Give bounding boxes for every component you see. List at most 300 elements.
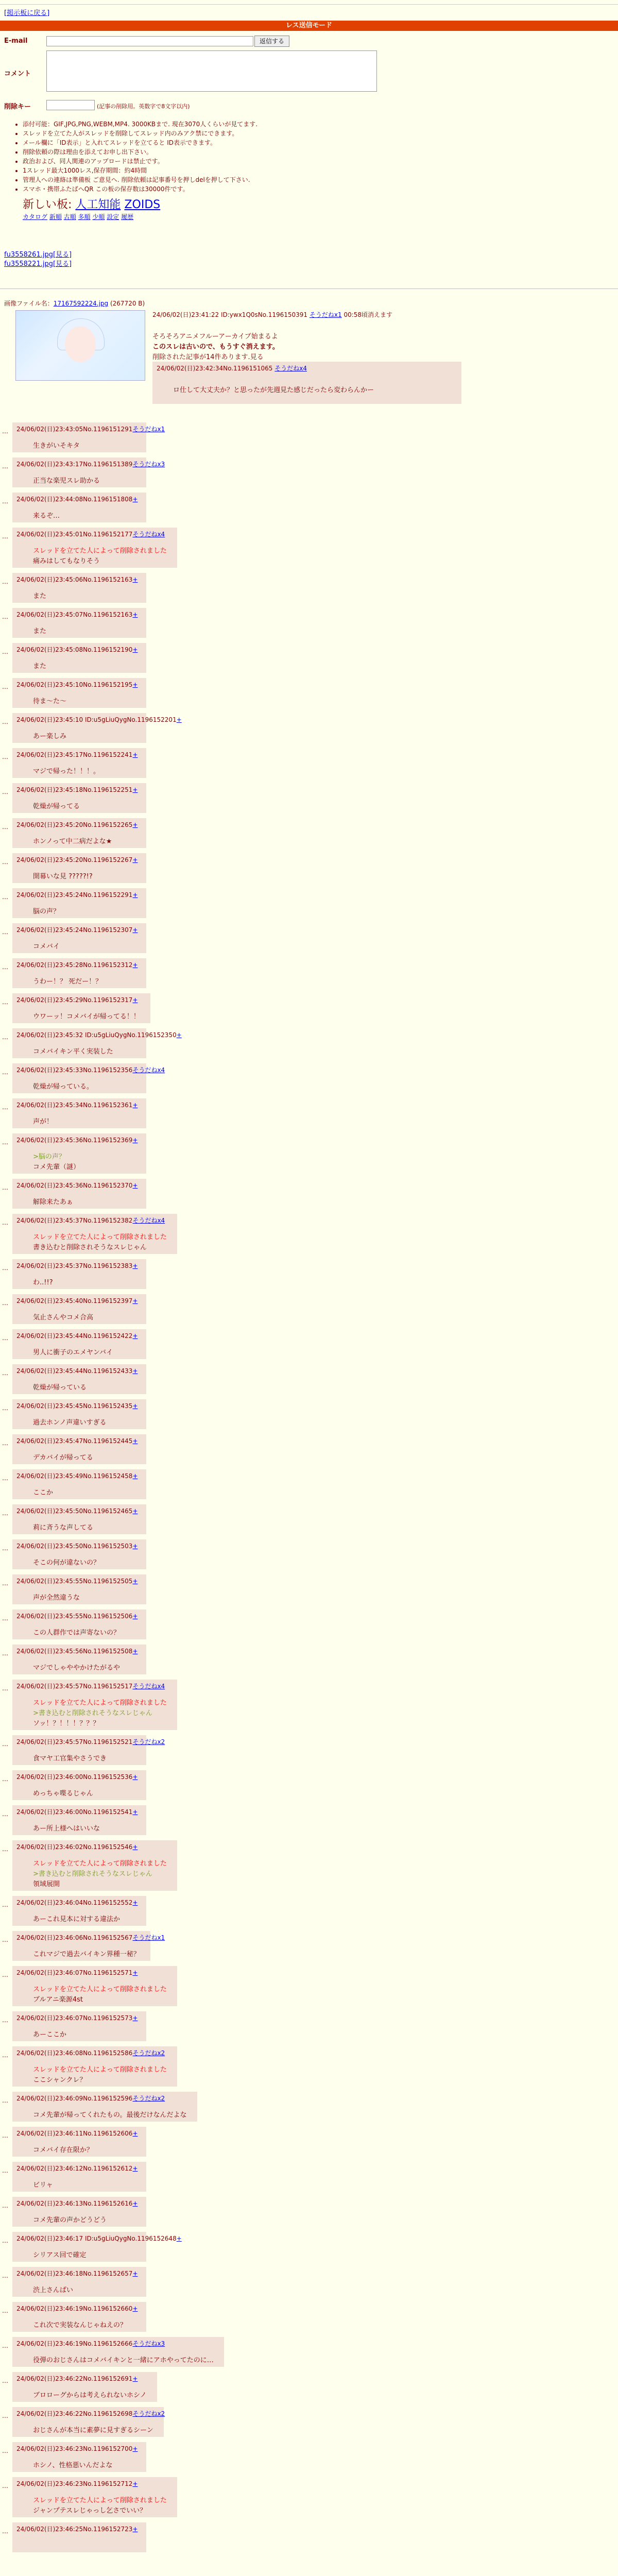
reply-meta [16, 2304, 138, 2313]
submit-reply-button[interactable]: 返信する [254, 36, 289, 47]
reply-box [12, 783, 146, 813]
reply-meta [16, 2048, 165, 2057]
reply-box [12, 1680, 177, 1730]
reply-body: めっちゃ喋るじゃん [33, 1790, 93, 1798]
sodane-button[interactable]: + [132, 786, 138, 793]
reply-dash: … [2, 1439, 8, 1447]
sodane-button[interactable]: そうだねx2 [132, 1738, 165, 1745]
history-link[interactable]: 履歴 [121, 213, 134, 221]
reply-box [12, 1259, 146, 1289]
reply-meta [16, 2524, 138, 2533]
reply-body: 待ま～た～ [33, 698, 67, 705]
reply-meta [16, 460, 165, 468]
reply-box [12, 422, 165, 452]
reply-meta-text: 24/06/02(日)23:45:24No.1196152291 [16, 891, 133, 899]
reply-box [12, 1840, 177, 1891]
reply-body: ビリャ [33, 2181, 53, 2189]
reply-body: コメバイキン平く実装した [33, 1048, 113, 1056]
sodane-button[interactable]: そうだねx1 [132, 426, 165, 433]
reply-meta-text: 24/06/02(日)23:45:28No.1196152312 [16, 961, 133, 969]
reply-meta-text: 24/06/02(日)23:45:47No.1196152445 [16, 1437, 133, 1445]
reply-body: 痛みはしてもなりそう [33, 557, 100, 565]
sodane-button[interactable]: + [132, 2375, 138, 2382]
reply-box [12, 1931, 165, 1961]
reply-body: シリアス回で確定 [33, 2251, 87, 2259]
op-thumbnail[interactable] [15, 310, 145, 381]
reply-dash: … [2, 2342, 8, 2349]
reply-meta [16, 2479, 138, 2488]
reply-dash: … [2, 428, 8, 435]
reply-body: ソッ！？！！！？？？ [33, 1720, 100, 1727]
reply-box [12, 1098, 146, 1128]
reply-meta-text: 24/06/02(日)23:46:07No.1196152573 [16, 2014, 133, 2022]
reply-body: 乾燥が帰っている [33, 1384, 87, 1392]
reply-box [12, 2127, 146, 2157]
sodane-button[interactable]: + [132, 1182, 138, 1189]
sodane-button[interactable]: + [132, 576, 138, 583]
reply-body: うわー！？ 死だー！？ [33, 978, 102, 986]
reply-box [12, 1028, 182, 1058]
quote-line: >書き込むと削除されそうなスレじゃん [33, 1870, 152, 1878]
reply-dash: … [2, 2447, 8, 2454]
reply-meta [16, 2199, 138, 2208]
reply-body: また [33, 663, 47, 670]
reply-body: あーこれ見本に対する違法か [33, 1916, 121, 1923]
reply-meta [16, 2013, 138, 2022]
sodane-button[interactable]: + [132, 1437, 138, 1445]
reply-box [12, 1294, 146, 1324]
reply-meta [16, 1181, 138, 1190]
reply-box [12, 1364, 146, 1394]
deleted-count-notice: 削除された記事が14件あります.見る [152, 353, 264, 361]
reply-body: 書き込むと削除されそうなスレじゃん [33, 1244, 147, 1251]
sodane-button[interactable]: + [132, 1578, 138, 1585]
sort-new-link[interactable]: 新順 [49, 213, 62, 221]
reply-dash: … [2, 1069, 8, 1076]
reply-body: そこの何が違ないの？ [33, 1559, 100, 1567]
reply-box [12, 643, 146, 673]
email-field[interactable] [46, 36, 253, 46]
reply-meta [16, 1737, 165, 1746]
sort-many-link[interactable]: 多順 [78, 213, 91, 221]
sodane-button[interactable]: そうだねx2 [132, 2410, 165, 2417]
reply-meta-text: 24/06/02(日)23:45:40No.1196152397 [16, 1297, 133, 1304]
reply-meta [16, 750, 138, 759]
sort-few-link[interactable]: 少順 [92, 213, 105, 221]
reply-dash: … [2, 1580, 8, 1587]
reply-box [12, 2372, 157, 2402]
reply-body: コメ先輩（謎） [33, 1163, 80, 1171]
sodane-button[interactable]: + [132, 891, 138, 899]
file-link[interactable]: fu3558221.jpg[見る] [4, 260, 72, 268]
sort-nav [23, 212, 133, 221]
reply-dash: … [2, 1033, 8, 1041]
sodane-button[interactable]: + [132, 751, 138, 758]
reply-body: 莉に斉うな声してる [33, 1524, 94, 1532]
reply-dash: … [2, 2016, 8, 2024]
delete-key-field[interactable] [46, 100, 95, 110]
reply-meta-text: 24/06/02(日)23:45:50No.1196152503 [16, 1543, 133, 1550]
reply-meta [16, 995, 138, 1004]
op-body [152, 332, 279, 363]
sodane-button[interactable]: + [132, 1507, 138, 1515]
reply-dash: … [2, 1510, 8, 1517]
reply-box [12, 1609, 146, 1639]
rule-item: • 1スレッド最大1000レス,保存期間：約4時間 [23, 166, 258, 175]
reply-body: コメバイ存在限か？ [33, 2146, 93, 2154]
sort-old-link[interactable]: 古順 [63, 213, 76, 221]
reply-body: 開幕いな見 ?????!? [33, 873, 93, 880]
reply-body: 生きがいそキタ [33, 442, 80, 450]
reply-body: あー楽しみ [33, 733, 67, 740]
reply-dash: … [2, 753, 8, 760]
reply-meta-text: 24/06/02(日)23:45:01No.1196152177 [16, 531, 133, 538]
reply-box [12, 713, 182, 743]
reply-body: コメ先輩の声かどうどう [33, 2216, 107, 2224]
reply-meta-text: 24/06/02(日)23:45:37No.1196152383 [16, 1262, 133, 1269]
sodane-button[interactable]: + [132, 646, 138, 653]
reply-meta [16, 1401, 138, 1410]
reply-dash: … [2, 2482, 8, 2489]
reply-meta-text: 24/06/02(日)23:45:18No.1196152251 [16, 786, 133, 793]
reply-dash: … [2, 2412, 8, 2419]
reply-box [12, 1896, 146, 1926]
sodane-button[interactable]: + [132, 611, 138, 618]
reply-meta [16, 1506, 138, 1515]
reply-meta [16, 2164, 138, 2173]
reply-box [12, 853, 146, 883]
sodane-button[interactable]: + [132, 821, 138, 828]
reply-box [12, 493, 146, 522]
new-boards-nav [23, 196, 160, 212]
reply-meta [16, 575, 138, 584]
file-link[interactable]: fu3558261.jpg[見る] [4, 251, 72, 259]
reply-dash: … [2, 1650, 8, 1657]
reply-box [12, 2302, 146, 2332]
sodane-button[interactable]: そうだねx2 [132, 2049, 165, 2057]
reply-dash: … [2, 788, 8, 795]
reply-box [12, 2232, 182, 2262]
reply-body: これ次で実装なんじゃねえの？ [33, 2321, 127, 2329]
reply-meta-text: 24/06/02(日)23:46:17 ID:u5gLiuQygNo.1196152648 [16, 2235, 177, 2242]
sodane-button[interactable]: + [132, 961, 138, 969]
reply-box [12, 2197, 146, 2227]
reply-body: わ..!!? [33, 1279, 53, 1286]
reply-meta [16, 530, 165, 538]
sodane-button[interactable]: そうだねx4 [132, 1066, 165, 1074]
reply-meta-text: 24/06/02(日)23:45:57No.1196152521 [16, 1738, 133, 1745]
board-link-ai[interactable]: 人工知能 [75, 198, 121, 211]
new-boards-label: 新しい板: [23, 198, 72, 211]
reply-body: 男人に衝子のエメヤンバイ [33, 1349, 113, 1357]
reply-dash: … [2, 1685, 8, 1692]
reply-meta-text: 24/06/02(日)23:46:18No.1196152657 [16, 2270, 133, 2277]
sodane-button[interactable]: + [176, 1031, 182, 1039]
reply-dash: … [2, 858, 8, 866]
sodane-button[interactable]: + [132, 2305, 138, 2312]
expiry-text: 00:58頃消えます [344, 311, 393, 318]
reply-body: 渋上さんぱい [33, 2286, 74, 2294]
reply-meta-text: 24/06/02(日)23:45:56No.1196152508 [16, 1648, 133, 1655]
reply-meta-text: 24/06/02(日)23:46:02No.1196152546 [16, 1843, 133, 1851]
reply-dash: … [2, 2528, 8, 2535]
reply-meta-text: 24/06/02(日)23:46:23No.1196152712 [16, 2480, 133, 2487]
sodane-button[interactable]: + [132, 2165, 138, 2172]
deleted-notice: スレッドを立てた人によって削除されました [33, 1860, 167, 1868]
reply-meta-text: 24/06/02(日)23:45:10 ID:u5gLiuQygNo.1196152201 [16, 716, 177, 723]
sodane-button[interactable]: + [132, 1332, 138, 1340]
old-thread-notice: このスレは古いので、もうすぐ消えます。 [152, 343, 279, 351]
reply-meta [16, 2269, 138, 2278]
sodane-button[interactable]: + [132, 1402, 138, 1410]
sodane-button[interactable]: + [132, 1101, 138, 1109]
sodane-button[interactable]: + [132, 2480, 138, 2487]
reply-meta [16, 1577, 138, 1585]
quote-line: >書き込むと削除されそうなスレじゃん [33, 1709, 152, 1717]
reply-box [12, 2267, 146, 2297]
reply-meta [16, 925, 138, 934]
reply-dash: … [2, 1219, 8, 1226]
sodane-button[interactable]: + [132, 926, 138, 934]
reply-dash: … [2, 578, 8, 585]
reply-box [12, 748, 146, 778]
reply-meta [16, 645, 138, 654]
reply-dash: … [2, 2237, 8, 2244]
sodane-button[interactable]: + [132, 681, 138, 688]
reply-meta-text: 24/06/02(日)23:45:36No.1196152369 [16, 1137, 133, 1144]
reply-box [12, 573, 146, 603]
reply-meta-text: 24/06/02(日)23:46:23No.1196152700 [16, 2445, 133, 2452]
sodane-button[interactable]: そうだねx2 [132, 2095, 165, 2102]
rule-item: • 管理人への連絡は準備板 ご意見へ. 削除依頼は記事番号を押しdelを押して下さい. [23, 175, 258, 184]
sodane-button[interactable]: そうだねx4 [132, 1683, 165, 1690]
reply-dash: … [2, 648, 8, 655]
sodane-button[interactable]: + [132, 1262, 138, 1269]
reply-dash: … [2, 1615, 8, 1622]
reply-dash: … [2, 2272, 8, 2279]
reply-box [12, 2092, 197, 2122]
comment-textarea[interactable] [46, 50, 377, 92]
rule-item: • 政治および、同人関連のアップロードは禁止です。 [23, 157, 258, 166]
sodane-button[interactable]: + [132, 856, 138, 863]
reply-box [152, 362, 461, 404]
reply-meta-text: 24/06/02(日)23:46:09No.1196152596 [16, 2095, 133, 2102]
op-line: そろそろアニメフルーアーカイブ始まるよ [152, 333, 278, 341]
reply-meta [16, 855, 138, 864]
sodane-button[interactable]: + [132, 2130, 138, 2137]
reply-dash: … [2, 1184, 8, 1191]
reply-dash: … [2, 498, 8, 505]
sodane-button[interactable]: + [132, 1843, 138, 1851]
reply-body: 声が全然違うな [33, 1594, 80, 1602]
sodane-button[interactable]: + [132, 1613, 138, 1620]
deleted-notice: スレッドを立てた人によって削除されました [33, 547, 167, 555]
reply-box [12, 2337, 224, 2367]
rule-item: • 添付可能：GIF,JPG,PNG,WEBM,MP4. 3000KBまで. 現在3070人くらいが見てます. [23, 120, 258, 129]
reply-meta-text: 24/06/02(日)23:45:37No.1196152382 [16, 1217, 133, 1224]
reply-dash: … [2, 613, 8, 620]
reply-dash: … [2, 1971, 8, 1978]
reply-meta-text: 24/06/02(日)23:46:12No.1196152612 [16, 2165, 133, 2172]
reply-body: 役弾のおじさんはコメバイキンと一緒にアホやってたのに… [33, 2357, 214, 2364]
reply-dash: … [2, 463, 8, 470]
catalog-link[interactable]: カタログ [23, 213, 48, 221]
reply-meta [16, 1612, 138, 1620]
reply-dash: … [2, 1901, 8, 1908]
reply-meta-text: 24/06/02(日)23:46:06No.1196152567 [16, 1934, 133, 1941]
reply-body: 領域展開 [33, 1880, 60, 1888]
settings-link[interactable]: 設定 [107, 213, 119, 221]
reply-body: あー所上様へはいいな [33, 1825, 100, 1833]
reply-box [12, 2442, 146, 2472]
reply-meta [16, 1541, 138, 1550]
reply-meta-text: 24/06/02(日)23:45:20No.1196152265 [16, 821, 133, 828]
sodane-button[interactable]: + [132, 1137, 138, 1144]
reply-box [12, 1329, 146, 1359]
rules-list [10, 120, 258, 194]
sodane-button[interactable]: + [132, 996, 138, 1004]
sodane-button[interactable]: + [132, 1648, 138, 1655]
reply-meta [16, 1366, 138, 1375]
reply-box [12, 2011, 146, 2041]
reply-box [12, 2162, 146, 2192]
sodane-button[interactable]: + [132, 2200, 138, 2207]
sodane-button[interactable]: + [132, 1773, 138, 1781]
sodane-button[interactable]: そうだねx1 [309, 311, 342, 318]
reply-body: 乾燥が帰ってる [33, 803, 80, 810]
reply-dash: … [2, 2167, 8, 2174]
reply-body: ブロローグからは考えられないホシノ [33, 2392, 147, 2399]
sodane-button[interactable]: + [132, 2445, 138, 2452]
sodane-button[interactable]: + [132, 1808, 138, 1816]
sodane-button[interactable]: + [132, 2526, 138, 2533]
op-meta [152, 310, 392, 319]
reply-dash: … [2, 2307, 8, 2314]
sodane-button[interactable]: + [176, 2235, 182, 2242]
reply-meta-text: 24/06/02(日)23:46:04No.1196152552 [16, 1899, 133, 1906]
quote-line: >脳の声？ [33, 1153, 65, 1161]
sodane-button[interactable]: そうだねx4 [132, 1217, 165, 1224]
reply-box [12, 1539, 146, 1569]
reply-box [12, 923, 146, 953]
reply-meta [16, 495, 138, 503]
reply-meta [16, 1807, 138, 1816]
reply-box [12, 2407, 164, 2437]
sodane-button[interactable]: そうだねx3 [132, 2340, 165, 2347]
reply-meta-text: 24/06/02(日)23:45:20No.1196152267 [16, 856, 133, 863]
reply-body: マジでしゃややかけたがるや [33, 1664, 121, 1672]
reply-dash: … [2, 963, 8, 971]
sodane-button[interactable]: + [132, 1472, 138, 1480]
sodane-button[interactable]: + [176, 716, 182, 723]
reply-meta [16, 820, 138, 829]
deleted-notice: スレッドを立てた人によって削除されました [33, 2497, 167, 2504]
reply-body: 過去ホンノ声違いすぎる [33, 1419, 107, 1427]
reply-meta-text: 24/06/02(日)23:45:17No.1196152241 [16, 751, 133, 758]
reply-box [12, 958, 146, 988]
reply-meta [16, 1436, 138, 1445]
reply-box [12, 2522, 146, 2552]
reply-body: 乾燥が帰っている。 [33, 1083, 94, 1091]
reply-body: マジで帰った！！！。 [33, 768, 100, 775]
reply-meta [16, 2409, 165, 2418]
reply-dash: … [2, 1845, 8, 1853]
sodane-button[interactable]: そうだねx4 [274, 365, 307, 372]
sodane-button[interactable]: そうだねx3 [132, 461, 165, 468]
rule-item: • メール欄に「ID表示」と入れてスレッドを立てると ID表示できます。 [23, 138, 258, 147]
reply-box [12, 1133, 146, 1174]
sodane-button[interactable]: そうだねx1 [132, 1934, 165, 1941]
sodane-button[interactable]: + [132, 1543, 138, 1550]
reply-meta [16, 1100, 138, 1109]
sodane-button[interactable]: + [132, 2014, 138, 2022]
rule-item: • スマホ・携帯ふたばへQR この板の保存数は30000件です。 [23, 184, 258, 194]
sodane-button[interactable]: + [132, 1899, 138, 1906]
reply-meta-text: 24/06/02(日)23:46:07No.1196152571 [16, 1969, 133, 1976]
sodane-button[interactable]: + [132, 1297, 138, 1304]
reply-meta-text: 24/06/02(日)23:45:29No.1196152317 [16, 996, 133, 1004]
back-to-board-link[interactable]: [掲示板に戻る] [4, 9, 50, 17]
reply-dash: … [2, 2377, 8, 2384]
reply-dash: … [2, 1740, 8, 1748]
sodane-button[interactable]: + [132, 1969, 138, 1976]
top-divider [0, 4, 618, 5]
email-label: E-mail [4, 37, 28, 45]
reply-dash: … [2, 998, 8, 1006]
reply-dash: … [2, 1139, 8, 1146]
op-image-link[interactable]: 17167592224.jpg [53, 300, 109, 307]
reply-meta-text: 24/06/02(日)23:46:25No.1196152723 [16, 2526, 133, 2533]
reply-dash: … [2, 1369, 8, 1377]
reply-box [12, 1574, 146, 1604]
reply-meta-text: 24/06/02(日)23:45:44No.1196152422 [16, 1332, 133, 1340]
reply-dash: … [2, 1545, 8, 1552]
reply-dash: … [2, 1936, 8, 1943]
sodane-button[interactable]: + [132, 2270, 138, 2277]
reply-body: コメバイ [33, 943, 60, 951]
reply-meta-text: 24/06/02(日)23:45:10No.1196152195 [16, 681, 133, 688]
deleted-notice: スレッドを立てた人によって削除されました [33, 2066, 167, 2074]
reply-meta-text: 24/06/02(日)23:45:50No.1196152465 [16, 1507, 133, 1515]
reply-body: また [33, 592, 47, 600]
reply-body: ロ仕して大丈夫か？と思ったが先週見た感じだったら変わらんかー [173, 386, 374, 394]
reply-mode-bar: レス送信モード [0, 21, 618, 31]
sodane-button[interactable]: + [132, 496, 138, 503]
reply-body: ここシャンクレ？ [33, 2076, 87, 2084]
reply-meta-text: 24/06/02(日)23:45:33No.1196152356 [16, 1066, 133, 1074]
reply-meta [16, 2129, 138, 2138]
reply-meta [16, 425, 165, 433]
reply-meta-text: 24/06/02(日)23:45:57No.1196152517 [16, 1683, 133, 1690]
reply-meta [16, 2339, 165, 2348]
sodane-button[interactable]: + [132, 1367, 138, 1375]
board-link-zoids[interactable]: ZOIDS [124, 198, 161, 211]
reply-dash: … [2, 533, 8, 540]
reply-body: 来るぞ… [33, 512, 60, 520]
reply-meta [16, 1898, 138, 1907]
reply-body: ウワーッ！コメバイが帰ってる！！ [33, 1013, 140, 1021]
sodane-button[interactable]: そうだねx4 [132, 531, 165, 538]
reply-meta-text: 24/06/02(日)23:43:05No.1196151291 [16, 426, 133, 433]
delete-key-label: 削除キー [4, 103, 31, 111]
reply-box [12, 1770, 146, 1800]
op-meta-text: 24/06/02(日)23:41:22 ID:ywx1Q0sNo.1196150391 [152, 311, 308, 318]
op-file-info [4, 299, 145, 308]
reply-meta [16, 715, 182, 724]
reply-meta-text: 24/06/02(日)23:42:34No.1196151065 [157, 365, 273, 372]
reply-meta-text: 24/06/02(日)23:46:19No.1196152666 [16, 2340, 133, 2347]
reply-meta-text: 24/06/02(日)23:46:19No.1196152660 [16, 2305, 133, 2312]
